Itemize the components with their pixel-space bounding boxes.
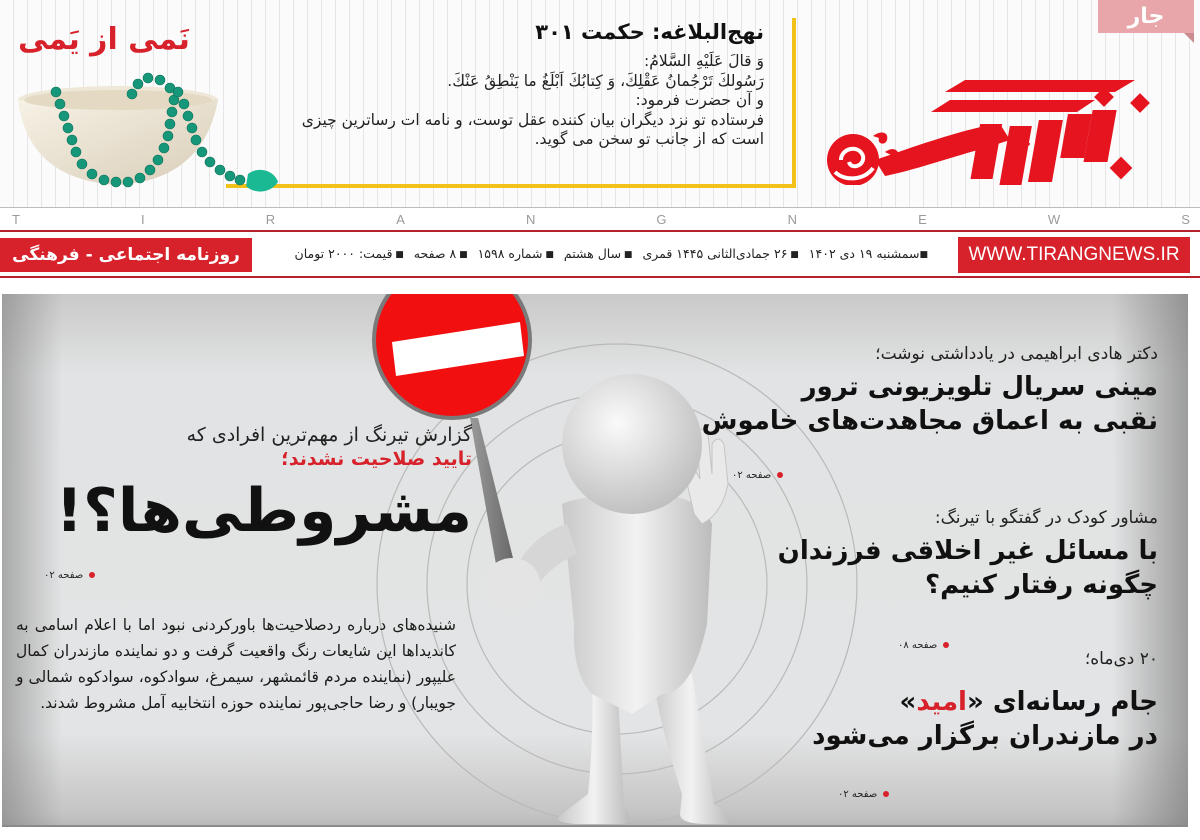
issue-number: ■ شماره ۱۵۹۸ (478, 246, 554, 261)
website-link[interactable]: WWW.TIRANGNEWS.IR (958, 237, 1190, 273)
letter-strip (0, 207, 1200, 232)
corner-title: نَمی از یَمی (18, 22, 190, 57)
paper-tagline: روزنامه اجتماعی - فرهنگی (0, 238, 252, 272)
jar-badge: جار (1098, 0, 1194, 33)
strip-letter: T (12, 211, 20, 227)
issue-pages: ■ ۸ صفحه (414, 246, 468, 261)
hekmat-line: وَ قالَ عَلَیْهِ السَّلامُ: (644, 52, 764, 70)
story-headline-line[interactable]: مینی سریال تلویزیونی ترور (801, 372, 1158, 402)
headline-part: » (899, 687, 917, 717)
strip-letter: N (787, 211, 798, 227)
strip-letter: S (1181, 211, 1190, 227)
red-dot-icon (777, 472, 783, 478)
red-dot-icon (883, 791, 889, 797)
issue-date: ■ سمشنبه ۱۹ دی ۱۴۰۲ (809, 246, 928, 261)
strip-letter: N (525, 211, 536, 227)
strip-letter: E (918, 211, 927, 227)
headline-highlight: امید (916, 687, 967, 717)
strip-letter: G (656, 211, 667, 227)
issue-price: ■ قیمت: ۲۰۰۰ تومان (295, 246, 404, 261)
hekmat-title: نهج‌البلاغه: حکمت ۳۰۱ (535, 20, 764, 44)
story-headline-line[interactable]: با مسائل غیر اخلاقی فرزندان (777, 536, 1158, 566)
issue-year: ■ سال هشتم (564, 246, 633, 261)
red-dot-icon (89, 572, 95, 578)
no-entry-sign-icon (372, 294, 532, 420)
lead-body-text: شنیده‌های درباره ردصلاحیت‌ها باورکردنی نبود اما با اعلام اسامی به کاندیداها این شایعات رنگ واقعیت گرفت و دو نماینده مازندران کمال علیپور (نماینده مردم قائمشهر، سیمرغ، سوادکوه، سوادکوه شمالی و جویبار) و رضا حاجی‌پور نماینده حوزه انتخابیه آمل مشروط شدند. (16, 616, 456, 712)
strip-letter: W (1047, 211, 1061, 227)
story-page-ref[interactable] (732, 470, 783, 481)
hekmat-line: رَسُولكَ تَرْجُمانُ عَقْلِكَ، وَ كِتابُكَ اَبْلَغُ ما یَنْطِقُ عَنْكَ. (447, 71, 764, 90)
headline-part: جام رسانه‌ای « (966, 687, 1158, 717)
story-kicker: مشاور کودک در گفتگو با تیرنگ: (934, 508, 1158, 528)
strip-letter: R (265, 211, 276, 227)
page-ref-label: صفحه ۰۲ (732, 470, 772, 481)
bowl-prayer-beads-image (8, 70, 288, 200)
story-kicker: ۲۰ دی‌ماه؛ (1084, 649, 1158, 669)
hekmat-line: و آن حضرت فرمود: (635, 91, 764, 109)
page-ref-label: صفحه ۰۸ (898, 640, 938, 651)
lead-headline[interactable]: مشروطی‌ها؟! (55, 476, 472, 546)
hekmat-text (204, 52, 764, 150)
story-headline-line[interactable]: در مازندران برگزار می‌شود (812, 721, 1158, 751)
story-item[interactable] (718, 649, 1158, 800)
hekmat-line: است که از جانب تو سخن می گوید. (534, 130, 764, 148)
masthead (0, 0, 1200, 207)
lead-kicker: گزارش تیرنگ از مهم‌ترین افرادی که (186, 424, 472, 446)
tirang-logo-icon (815, 40, 1170, 185)
story-item[interactable] (718, 508, 1158, 651)
stop-figure-image (362, 294, 742, 827)
page-ref-label: صفحه ۰۲ (838, 789, 878, 800)
story-headline-line[interactable] (718, 685, 1158, 719)
hekmat-line: فرستاده تو نزد دیگران بیان کننده عقل توست، و نامه ات رساترین چیزی (301, 110, 764, 129)
story-page-ref[interactable] (838, 789, 889, 800)
story-item[interactable] (701, 344, 1158, 481)
strip-letter: A (396, 211, 405, 227)
front-page-panel (2, 294, 1188, 827)
story-kicker: دکتر هادی ابراهیمی در یادداشتی نوشت؛ (875, 344, 1158, 364)
story-headline-line[interactable]: نقبی به اعماق مجاهدت‌های خاموش (701, 406, 1158, 436)
issue-hijri-date: ■ ۲۶ جمادی‌الثانی ۱۴۴۵ قمری (642, 246, 798, 261)
page-ref-label: صفحه ۰۲ (44, 570, 84, 581)
story-headline-line[interactable]: چگونه رفتار کنیم؟ (925, 570, 1158, 600)
lead-page-ref[interactable] (44, 570, 95, 581)
info-bar (0, 232, 1200, 278)
hekmat-box (226, 18, 796, 188)
lead-kicker-red: تایید صلاحیت نشدند؛ (281, 448, 472, 470)
red-dot-icon (943, 642, 949, 648)
strip-letter: I (141, 211, 145, 227)
tirang-logo[interactable] (815, 40, 1170, 185)
issue-meta (268, 246, 928, 261)
